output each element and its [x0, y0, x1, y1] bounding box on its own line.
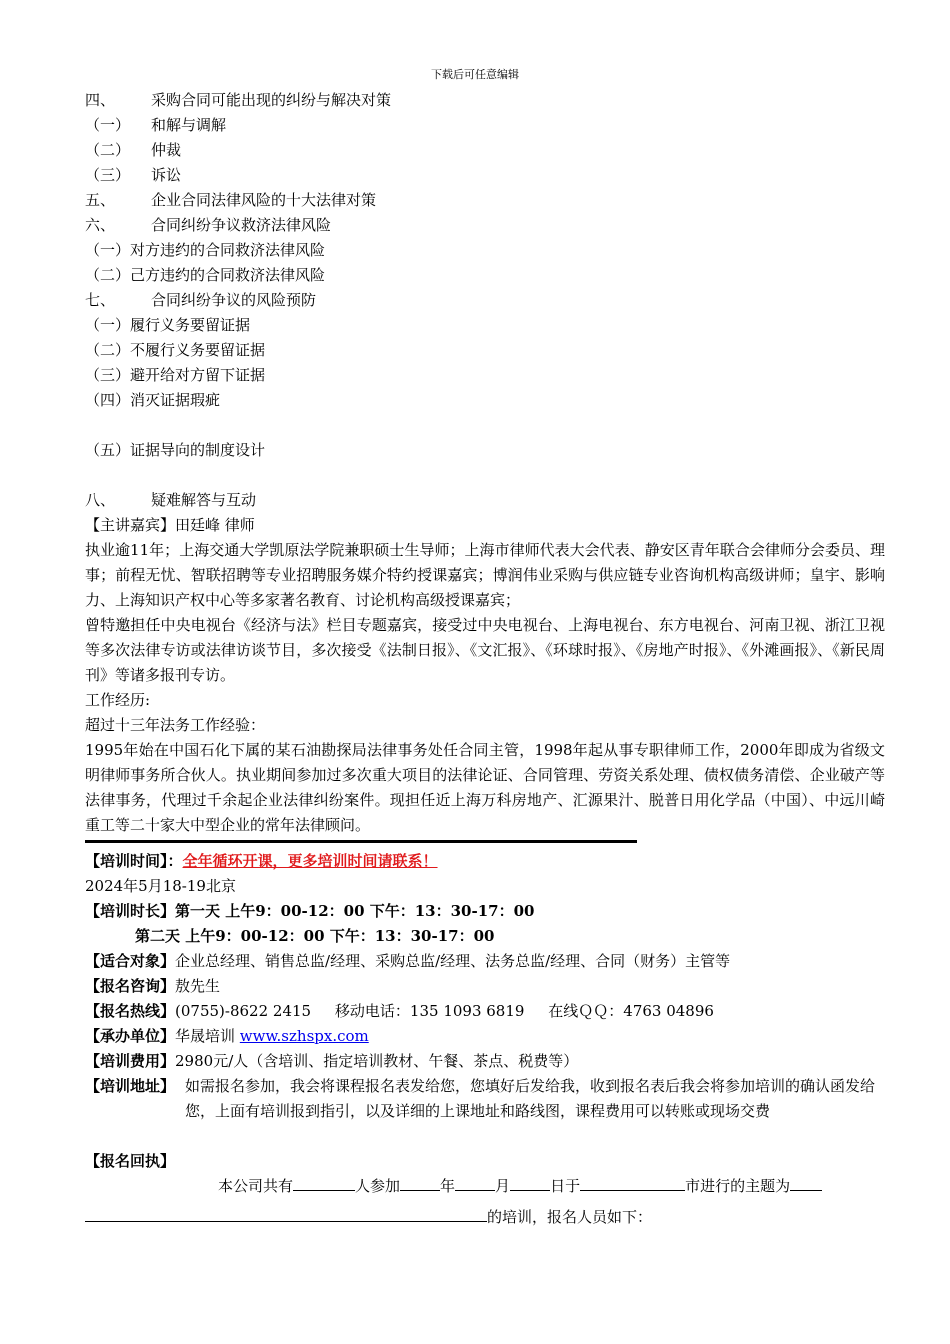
blank-topic[interactable] — [85, 1205, 487, 1222]
outline-item — [85, 113, 885, 138]
outline-item — [85, 338, 885, 363]
work-subtitle: 超过十三年法务工作经验： — [85, 716, 266, 734]
section-divider — [85, 840, 637, 843]
receipt-line-2 — [85, 1205, 885, 1230]
outline-text: （四）消灭证据瑕疵 — [85, 391, 221, 409]
outline-text: 合同纠纷争议救济法律风险 — [151, 216, 332, 234]
work-history: 1995年始在中国石化下属的某石油勘探局法律事务处任合同主管，1998年起从事专职律师工作，2000年即成为省级文明律师事务所合伙人。执业期间参加过多次重大项目的法律论证、合同管理、劳资关系处理、债权债务清偿、企业破产等法律事务，代理过千余起企业法律纠纷案件。现担任近上海万科房地产、汇源果汁、脱普日用化学品（中国）、中远川崎重工等二十家大中型企业的常年法律顾问。 — [85, 741, 885, 834]
speaker-bio-2: 曾特邀担任中央电视台《经济与法》栏目专题嘉宾，接受过中央电视台、上海电视台、东方电视台、河南卫视、浙江卫视等多次法律专访或法律访谈节目，多次接受《法制日报》、《文汇报》、《环球时报》、《房地产时报》、《外滩画报》、《新民周刊》等诸多报刊专访。 — [85, 616, 885, 684]
duration-label: 【培训时长】 — [85, 902, 176, 920]
fee-label: 【培训费用】 — [85, 1052, 176, 1070]
outline-item — [85, 88, 885, 113]
blank-topic-start[interactable] — [790, 1174, 822, 1191]
receipt-text-2: 人参加 — [355, 1177, 401, 1195]
blank-city[interactable] — [580, 1174, 685, 1191]
organizer-label: 【承办单位】 — [85, 1027, 176, 1045]
address-row — [85, 1074, 885, 1124]
organizer-row — [85, 1024, 885, 1049]
outline-item — [85, 163, 885, 188]
organizer-text: 华晟培训 — [175, 1027, 240, 1045]
speaker-bio-1: 执业逾11年；上海交通大学凯原法学院兼职硕士生导师；上海市律师代表大会代表、静安区青年联合会律师分会委员、理事；前程无忧、智联招聘等专业招聘服务媒介特约授课嘉宾；博润伟业采购与供应链专业咨询机构高级讲师；皇宇、影响力、上海知识产权中心等多家著名教育、讨论机构高级授课嘉宾； — [85, 541, 885, 609]
audience-label: 【适合对象】 — [85, 952, 176, 970]
duration-day2: 第二天 上午9：00-12：00 下午：13：30-17：00 — [135, 927, 495, 945]
receipt-text-3: 年 — [440, 1177, 456, 1195]
document-body — [85, 88, 885, 1230]
outline-item — [85, 213, 885, 238]
outline-number: 五、 — [85, 191, 116, 209]
consult-row — [85, 974, 885, 999]
course-outline-final — [85, 488, 885, 513]
audience-row — [85, 949, 885, 974]
spacer — [85, 463, 885, 488]
hotline-text: (0755)-8622 2415 移动电话：135 1093 6819 在线ＱＱ：4763 04896 — [175, 1002, 714, 1020]
spacer — [85, 1124, 885, 1149]
blank-year[interactable] — [400, 1174, 440, 1191]
outline-text: 疑难解答与互动 — [151, 491, 257, 509]
course-outline-cont — [85, 438, 885, 463]
outline-text: 和解与调解 — [151, 116, 227, 134]
outline-item — [85, 438, 885, 463]
blank-day[interactable] — [510, 1174, 550, 1191]
receipt-line-1 — [85, 1174, 885, 1199]
receipt-text-7: 的培训，报名人员如下： — [487, 1208, 653, 1226]
receipt-label: 【报名回执】 — [85, 1152, 176, 1170]
outline-number: 六、 — [85, 216, 116, 234]
outline-item — [85, 238, 885, 263]
outline-text: 仲裁 — [151, 141, 182, 159]
speaker-line: 【主讲嘉宾】田廷峰 律师 — [85, 516, 255, 534]
outline-number: 七、 — [85, 291, 116, 309]
receipt-text-5: 日于 — [550, 1177, 581, 1195]
outline-text: （三）避开给对方留下证据 — [85, 366, 266, 384]
outline-number: 八、 — [85, 491, 116, 509]
outline-item — [85, 388, 885, 413]
outline-item — [85, 313, 885, 338]
outline-text: 企业合同法律风险的十大法律对策 — [151, 191, 377, 209]
consult-text: 敖先生 — [175, 977, 221, 995]
outline-item — [85, 138, 885, 163]
hotline-row — [85, 999, 885, 1024]
outline-text: 合同纠纷争议的风险预防 — [151, 291, 317, 309]
training-time-note: 全年循环开课，更多培训时间请联系！ — [182, 852, 438, 870]
course-outline — [85, 88, 885, 413]
outline-number: 四、 — [85, 91, 116, 109]
consult-label: 【报名咨询】 — [85, 977, 176, 995]
training-date: 2024年5月18-19北京 — [85, 877, 236, 895]
receipt-text-4: 月 — [495, 1177, 511, 1195]
outline-text: （二）己方违约的合同救济法律风险 — [85, 266, 326, 284]
hotline-label: 【报名热线】 — [85, 1002, 176, 1020]
spacer — [85, 413, 885, 438]
outline-item — [85, 488, 885, 513]
receipt-text-1: 本公司共有 — [218, 1177, 294, 1195]
outline-text: 采购合同可能出现的纠纷与解决对策 — [151, 91, 392, 109]
blank-month[interactable] — [455, 1174, 495, 1191]
outline-item — [85, 188, 885, 213]
outline-item — [85, 288, 885, 313]
page-header: 下载后可任意编辑 — [431, 68, 519, 81]
fee-row — [85, 1049, 885, 1074]
outline-number: （一） — [85, 116, 131, 134]
fee-text: 2980元/人（含培训、指定培训教材、午餐、茶点、税费等） — [175, 1052, 579, 1070]
training-duration-row — [85, 899, 885, 924]
audience-text: 企业总经理、销售总监/经理、采购总监/经理、法务总监/经理、合同（财务）主管等 — [175, 952, 731, 970]
outline-text: （一）履行义务要留证据 — [85, 316, 251, 334]
duration-day1: 第一天 上午9：00-12：00 下午：13：30-17：00 — [175, 902, 535, 920]
outline-text: 诉讼 — [151, 166, 182, 184]
address-text: 如需报名参加，我会将课程报名表发给您，您填好后发给我，收到报名表后我会将参加培训的确认函发给您，上面有培训报到指引，以及详细的上课地址和路线图，课程费用可以转账或现场交费 — [185, 1077, 876, 1120]
receipt-text-6: 市进行的主题为 — [685, 1177, 791, 1195]
outline-text: （一）对方违约的合同救济法律风险 — [85, 241, 326, 259]
outline-number: （三） — [85, 166, 131, 184]
training-time-row — [85, 849, 885, 874]
outline-item — [85, 363, 885, 388]
address-label: 【培训地址】 — [85, 1077, 176, 1095]
outline-text: （五）证据导向的制度设计 — [85, 441, 266, 459]
blank-count[interactable] — [293, 1174, 355, 1191]
training-time-label: 【培训时间】： — [85, 852, 183, 870]
outline-text: （二）不履行义务要留证据 — [85, 341, 266, 359]
outline-item — [85, 263, 885, 288]
outline-number: （二） — [85, 141, 131, 159]
organizer-link[interactable]: www.szhspx.com — [239, 1027, 369, 1045]
work-title: 工作经历: — [85, 691, 151, 709]
